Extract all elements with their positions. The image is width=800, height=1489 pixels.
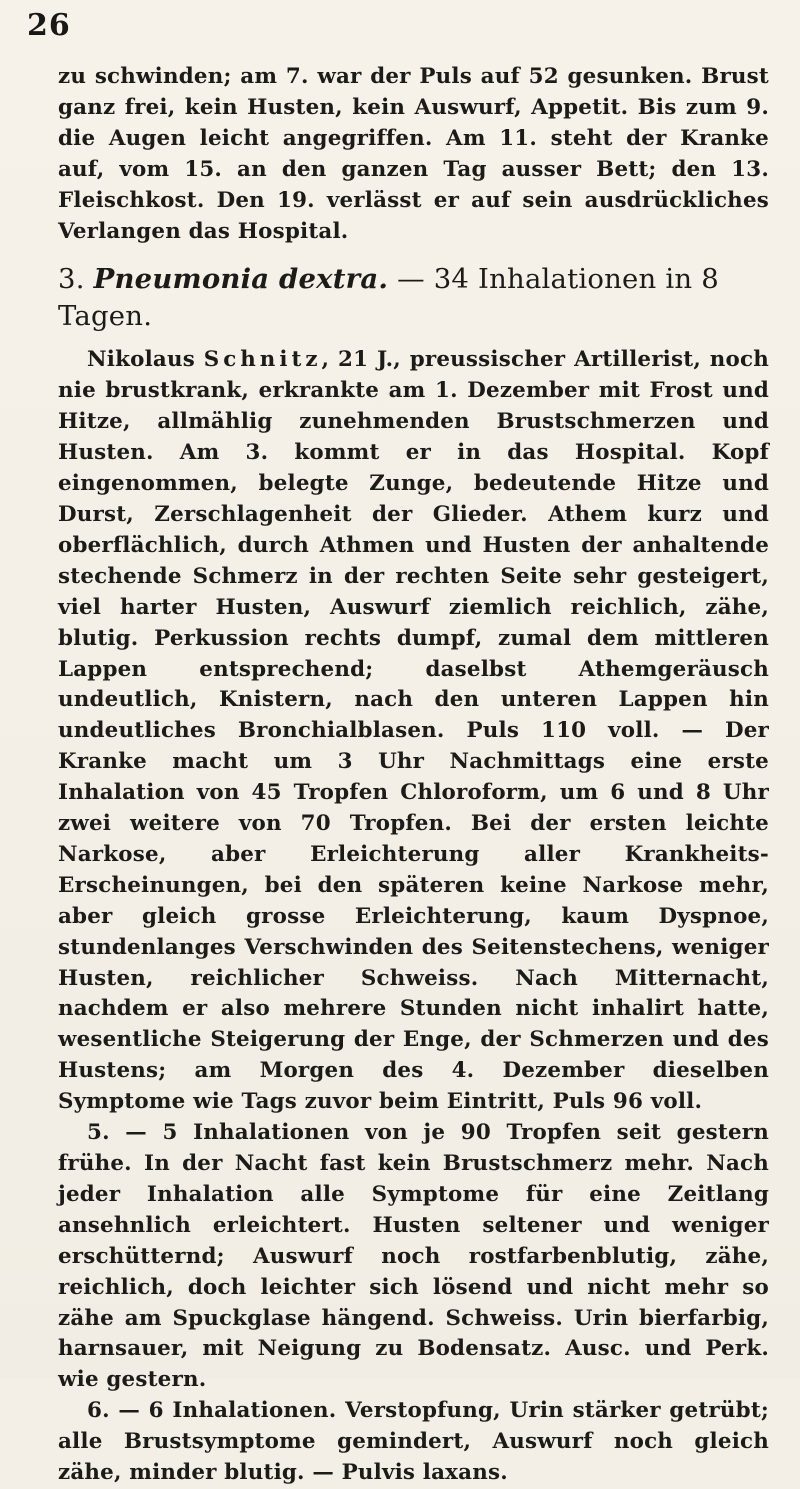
section-number: 3. <box>58 263 85 296</box>
page-number: 26 <box>27 8 71 43</box>
paragraph-day-6: 6. — 6 Inhalationen. Verstopfung, Urin stärker getrübt; alle Brustsymptome gemindert, Auswurf noch gleich zähe, minder blutig. — Pulvis laxans. <box>58 1398 769 1486</box>
paragraph-continuation: zu schwinden; am 7. war der Puls auf 52 gesunken. Brust ganz frei, kein Husten, kein Auswurf, Appetit. Bis zum 9. die Augen leicht angegriffen. Am 11. steht der Kranke auf, vom 15. an den ganzen Tag ausser Bett; den 13. Fleischkost. Den 19. verlässt er auf sein ausdrückliches Verlangen das Hospital. <box>58 64 769 244</box>
patient-surname: Schnitz <box>203 347 322 373</box>
section-subtitle: — 34 Inhalationen in 8 Tagen. <box>58 263 719 333</box>
section-heading <box>58 261 769 335</box>
section-title: Pneumonia dextra. <box>93 263 389 296</box>
case-history-text: , 21 J., preussischer Artillerist, noch nie brustkrank, erkrankte am 1. Dezember mit Frost und Hitze, allmählig zunehmenden Brustschmerzen und Husten. Am 3. kommt er in das Hospital. Kopf eingenommen, belegte Zunge, bedeutende Hitze und Durst, Zerschlagenheit der Glieder. Athem kurz und oberflächlich, durch Athmen und Husten der anhaltende stechende Schmerz in der rechten Seite sehr gesteigert, viel harter Husten, Auswurf ziemlich reichlich, zähe, blutig. Perkussion rechts dumpf, zumal dem mittleren Lappen entsprechend; daselbst Athemgeräusch undeutlich, Knistern, nach den unteren Lappen hin undeutliches Bronchialblasen. Puls 110 voll. — Der Kranke macht um 3 Uhr Nachmittags eine erste Inhalation von 45 Tropfen Chloroform, um 6 und 8 Uhr zwei weitere von 70 Tropfen. Bei der ersten leichte Narkose, aber Erleichterung aller Krankheits-Erscheinungen, bei den späteren keine Narkose mehr, aber gleich grosse Erleichterung, kaum Dyspnoe, stundenlanges Verschwinden des Seitenstechens, weniger Husten, reichlicher Schweiss. Nach Mitternacht, nachdem er also mehrere Stunden nicht inhalirt hatte, wesentliche Steigerung der Enge, der Schmerzen und des Hustens; am Morgen des 4. Dezember dieselben Symptome wie Tags zuvor beim Eintritt, Puls 96 voll. <box>58 347 769 1115</box>
document-body <box>58 62 769 1489</box>
patient-name-prefix: Nikolaus <box>87 347 204 373</box>
paragraph-day-5: 5. — 5 Inhalationen von je 90 Tropfen seit gestern frühe. In der Nacht fast kein Brustschmerz mehr. Nach jeder Inhalation alle Symptome für eine Zeitlang ansehnlich erleichtert. Husten seltener und weniger erschütternd; Auswurf noch rostfarbenblutig, zähe, reichlich, doch leichter sich lösend und nicht mehr so zähe am Spuckglase hängend. Schweiss. Urin bierfarbig, harnsauer, mit Neigung zu Bodensatz. Ausc. und Perk. wie gestern. <box>58 1120 769 1393</box>
paragraph-case-history <box>58 345 769 1118</box>
